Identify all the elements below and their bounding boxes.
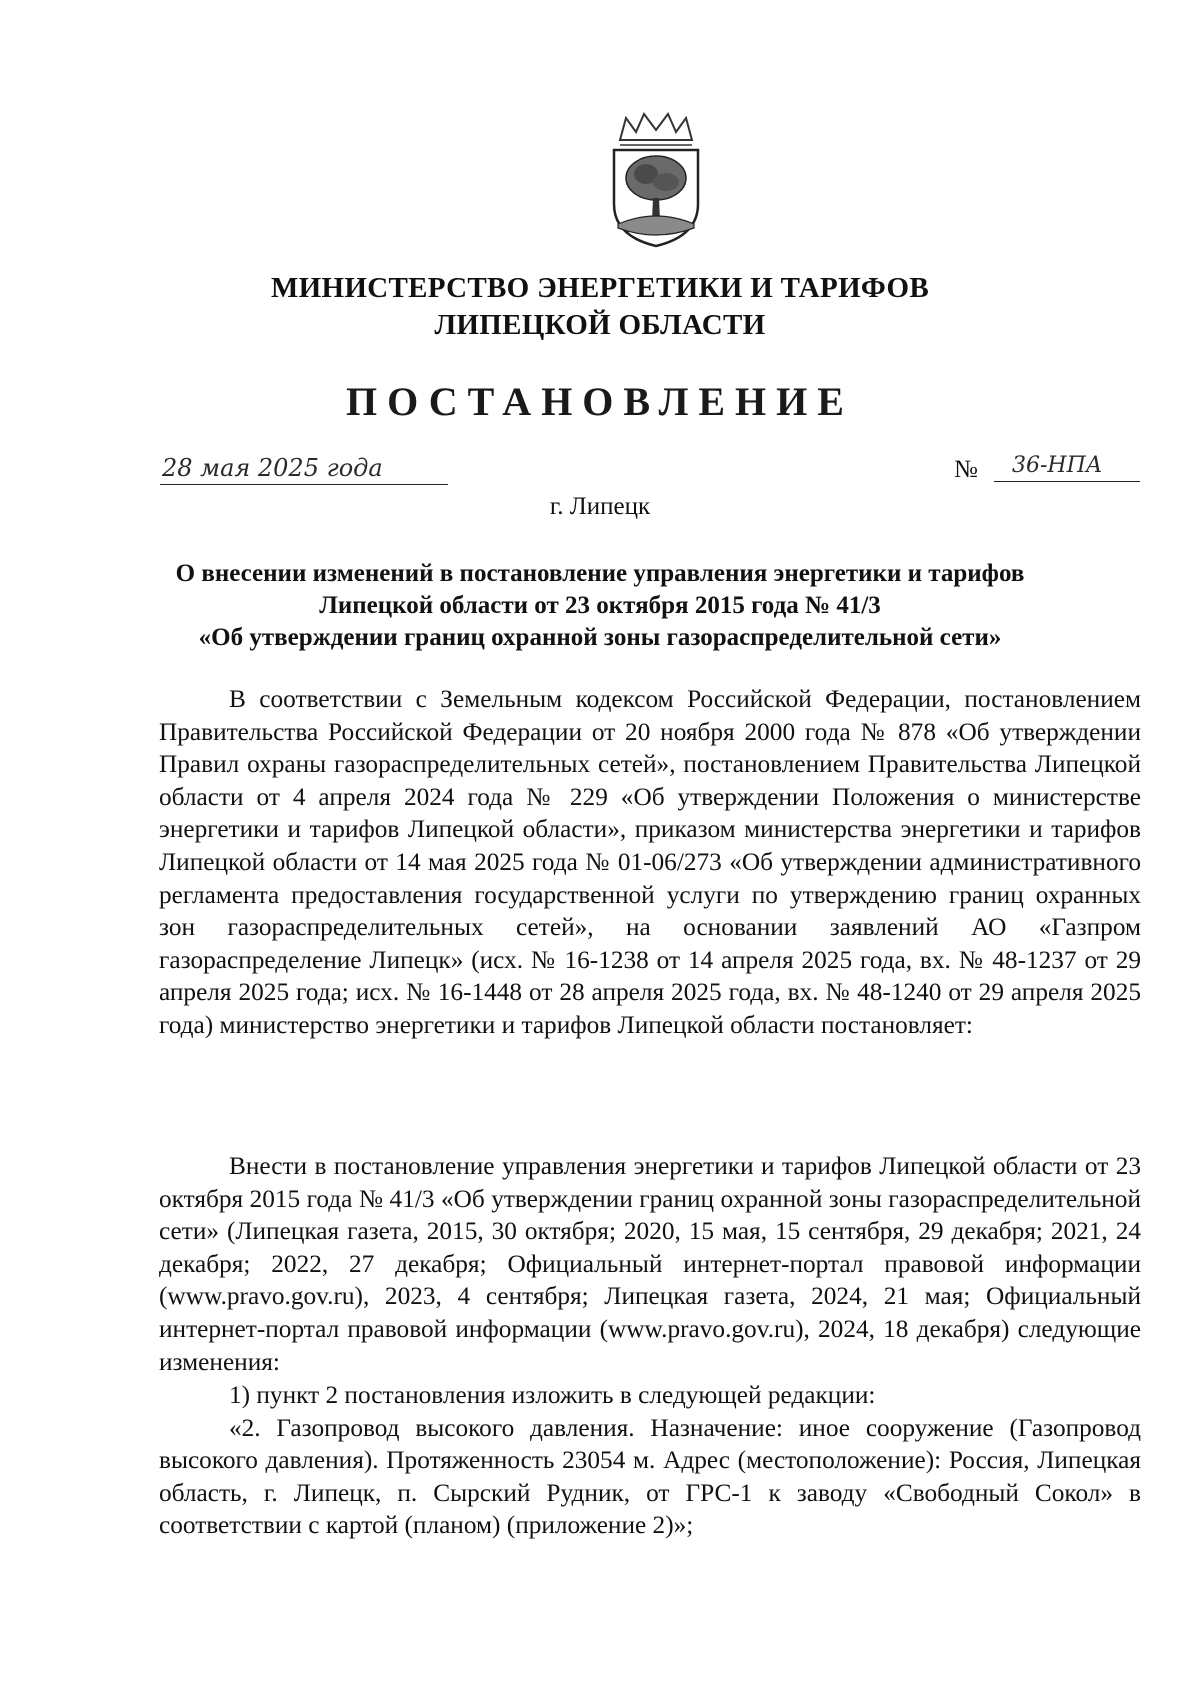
document-type: ПОСТАНОВЛЕНИЕ [346,379,854,424]
number-label: № [954,456,978,483]
resolution-paragraph: Внести в постановление управления энергетики и тарифов Липецкой области от 23 октября 2015 года № 41/3 «Об утверждении границ охранной зоны газораспределительной сети» (Липецкая газета, 2015, 30 октября; 2020, 15 мая, 15 сентября, 29 декабря; 2021, 24 декабря; 2022, 27 декабря; Официальный интернет-портал правовой информации (www.pravo.gov.ru), 2023, 4 сентября; Липецкая газета, 2024, 21 мая; Официальный интернет-портал правовой информации (www.pravo.gov.ru), 2024, 18 декабря) следующие изменения: [159,1152,1141,1376]
handwritten-date: 28 мая 2025 года [160,452,448,485]
preamble-paragraph: В соответствии с Земельным кодексом Российской Федерации, постановлением Правительства Российской Федерации от 20 ноября 2000 года № 878 «Об утверждении Правил охраны газораспределительных сетей», постановлением Правительства Липецкой области от 4 апреля 2024 года № 229 «Об утверждении Положения о министерстве энергетики и тарифов Липецкой области», приказом министерства энергетики и тарифов Липецкой области от 14 мая 2025 года № 01-06/273 «Об утверждении административного регламента предоставления государственной услуги по утверждению границ охранных зон газораспределительных сетей», на основании заявлений АО «Газпром газораспределение Липецк» (исх. № 16-1238 от 14 апреля 2025 года, вх. № 48-1237 от 29 апреля 2025 года; исх. № 16-1448 от 28 апреля 2025 года, вх. № 48-1240 от 29 апреля 2025 года) министерство энергетики и тарифов Липецкой области постановляет: [159,685,1141,1039]
document-title-line2: Липецкой области от 23 октября 2015 года № 41/3 [319,592,881,619]
document-number [954,455,1140,489]
change-item-1-text: «2. Газопровод высокого давления. Назначение: иное сооружение (Газопровод высокого давления). Протяженность 23054 м. Адрес (местоположение): Россия, Липецкая область, г. Липецк, п. Сырский Рудник, от ГРС-1 к заводу «Свободный Сокол» в соответствии с картой (планом) (приложение 2)»; [159,1413,1141,1540]
handwritten-number: 36-НПА [994,451,1140,482]
ministry-name-line2: ЛИПЕЦКОЙ ОБЛАСТИ [434,309,766,341]
ministry-name [150,270,1050,344]
preamble-section [159,683,1141,1042]
document-title [150,558,1050,654]
lipetsk-coat-of-arms-icon [608,112,704,250]
changes-section [159,1379,1141,1542]
city-label: г. Липецк [549,493,651,520]
document-title-line1: О внесении изменений в постановление управления энергетики и тарифов [175,560,1025,587]
change-item-1: 1) пункт 2 постановления изложить в следующей редакции: [229,1381,876,1409]
document-title-line3: «Об утверждении границ охранной зоны газораспределительной сети» [198,624,1002,651]
resolution-section [159,1150,1141,1378]
ministry-name-line1: МИНИСТЕРСТВО ЭНЕРГЕТИКИ И ТАРИФОВ [271,272,929,304]
